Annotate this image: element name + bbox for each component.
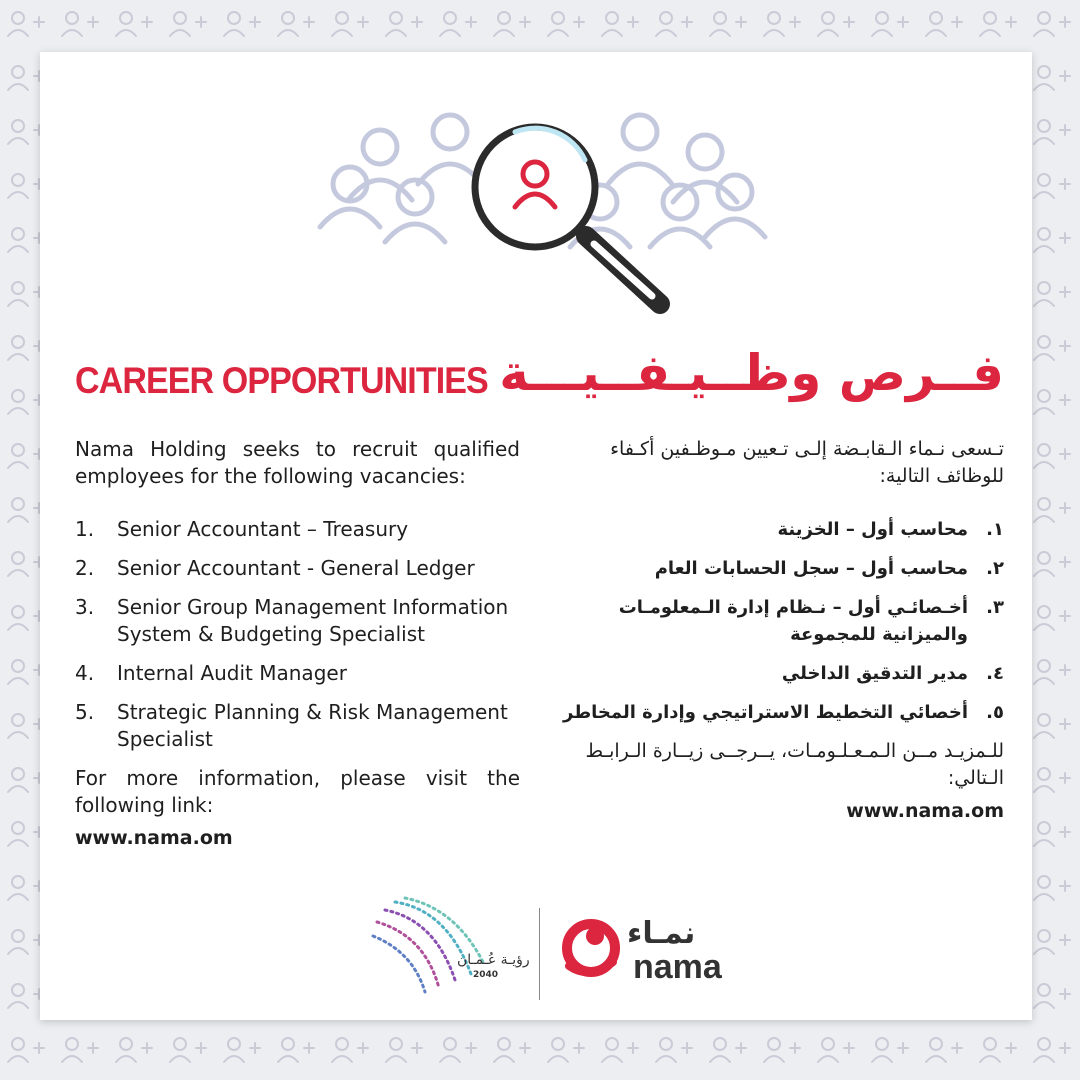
job-title: Senior Accountant - General Ledger — [117, 556, 475, 580]
intro-english: Nama Holding seeks to recruit qualified employees for the following vacancies: — [75, 437, 520, 488]
arabic-column — [559, 436, 1004, 825]
list-item — [559, 660, 1004, 687]
list-item — [559, 594, 1004, 648]
vision-logo-year: 2040 — [473, 970, 499, 980]
english-column — [75, 436, 520, 852]
item-number: ٢. — [986, 558, 1004, 579]
footer-logos — [365, 890, 725, 1010]
item-number: 1. — [75, 517, 95, 541]
job-title: محاسب أول – سجل الحسابات العام — [654, 558, 968, 579]
more-info-english: For more information, please visit the following link: — [75, 766, 520, 817]
job-title: Senior Group Management Information System & Budgeting Specialist — [117, 595, 509, 646]
list-item — [559, 516, 1004, 543]
item-number: ٣. — [986, 597, 1004, 618]
nama-logo-arabic: نمـاء — [627, 916, 696, 951]
job-title: Internal Audit Manager — [117, 661, 347, 685]
oman-vision-logo-icon — [365, 890, 505, 1000]
list-item — [75, 516, 520, 543]
item-number: 4. — [75, 661, 95, 685]
website-link-arabic[interactable]: www.nama.om — [846, 800, 1004, 822]
nama-logo-english: nama — [633, 948, 722, 986]
item-number: ١. — [986, 519, 1004, 540]
title-english: CAREER OPPORTUNITIES — [75, 360, 488, 401]
item-number: 5. — [75, 700, 95, 724]
list-item — [75, 660, 520, 687]
job-title: أخـصائـي أول – نـظام إدارة الـمعلومـات والميزانية للمجموعة — [618, 597, 968, 645]
list-item — [75, 555, 520, 582]
item-number: ٥. — [986, 702, 1004, 723]
title-arabic: فــرص وظــيـفــيـــة — [499, 344, 1004, 402]
job-title: Senior Accountant – Treasury — [117, 517, 409, 541]
list-item — [559, 555, 1004, 582]
more-info-arabic: للـمزيـد مــن الـمـعـلـومـات، يــرجــى زيــارة الـرابـط الـتالي: — [585, 740, 1004, 789]
item-number: 2. — [75, 556, 95, 580]
vision-logo-text: رؤيـة عُـمـان — [457, 952, 530, 968]
job-title: مدير التدقيق الداخلي — [781, 663, 968, 684]
vacancy-list-english — [75, 516, 520, 753]
logo-divider — [539, 908, 540, 1000]
search-people-icon — [40, 52, 1032, 342]
vacancy-card — [40, 52, 1032, 1020]
item-number: 3. — [75, 595, 95, 619]
nama-logo-icon — [559, 914, 623, 978]
list-item — [75, 594, 520, 648]
vacancy-list-arabic — [559, 516, 1004, 726]
website-link-english[interactable]: www.nama.om — [75, 827, 233, 849]
job-title: محاسب أول – الخزينة — [777, 519, 968, 540]
list-item — [559, 699, 1004, 726]
job-title: أخصائي التخطيط الاستراتيجي وإدارة المخاطر — [563, 702, 968, 723]
list-item — [75, 699, 520, 753]
job-title: Strategic Planning & Risk Management Specialist — [117, 700, 508, 751]
item-number: ٤. — [986, 663, 1004, 684]
intro-arabic: تـسعى نـماء الـقابـضة إلـى تـعيين مـوظـفين أكـفاء للوظائف التالية: — [610, 438, 1004, 487]
